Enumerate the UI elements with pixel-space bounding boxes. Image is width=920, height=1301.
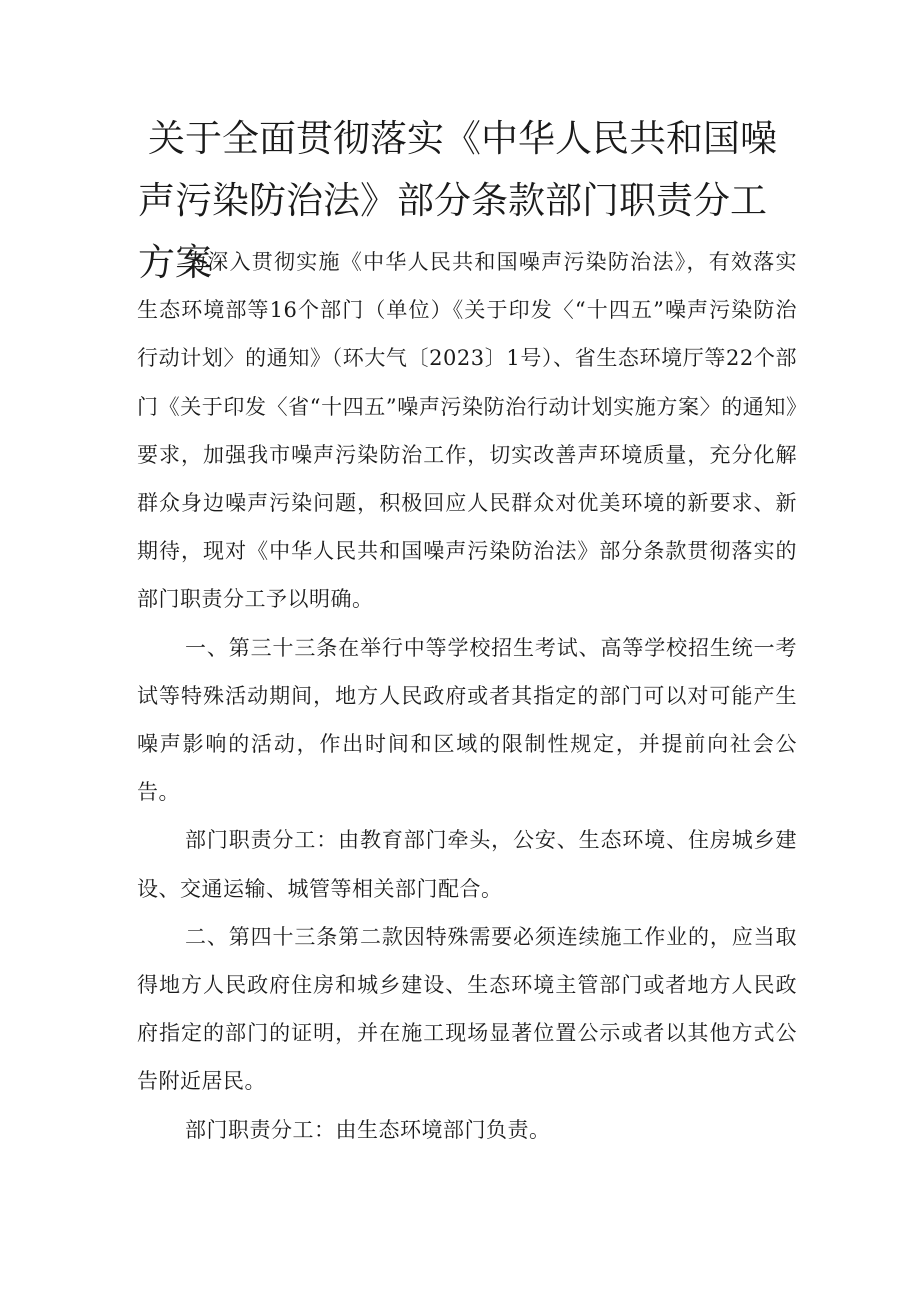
article-33-paragraph: 一、第三十三条在举行中等学校招生考试、高等学校招生统一考试等特殊活动期间，地方人民政府或者其指定的部门可以对可能产生噪声影响的活动，作出时间和区域的限制性规定，并提前向社会公告。 — [137, 635, 797, 805]
article-43-responsibility: 部门职责分工：由生态环境部门负责。 — [185, 1117, 551, 1142]
document-title: 关于全面贯彻落实《中华人民共和国噪声污染防治法》部分条款部门职责分工方案 — [138, 117, 777, 284]
document-body — [137, 238, 797, 1154]
article-43-paragraph: 二、第四十三条第二款因特殊需要必须连续施工作业的，应当取得地方人民政府住房和城乡建设、生态环境主管部门或者地方人民政府指定的部门的证明，并在施工现场显著位置公示或者以其他方式公告附近居民。 — [137, 924, 797, 1094]
article-33-responsibility: 部门职责分工：由教育部门牵头，公安、生态环境、住房城乡建设、交通运输、城管等相关部门配合。 — [137, 828, 797, 901]
intro-paragraph: 为深入贯彻实施《中华人民共和国噪声污染防治法》，有效落实生态环境部等16个部门（单位）《关于印发〈“十四五”噪声污染防治行动计划〉的通知》（环大气〔2023〕1号）、省生态环境厅等22个部门《关于印发〈省“十四五”噪声污染防治行动计划实施方案〉的通知》要求，加强我市噪声污染防治工作，切实改善声环境质量，充分化解群众身边噪声污染问题，积极回应人民群众对优美环境的新要求、新期待，现对《中华人民共和国噪声污染防治法》部分条款贯彻落实的部门职责分工予以明确。 — [137, 250, 797, 612]
